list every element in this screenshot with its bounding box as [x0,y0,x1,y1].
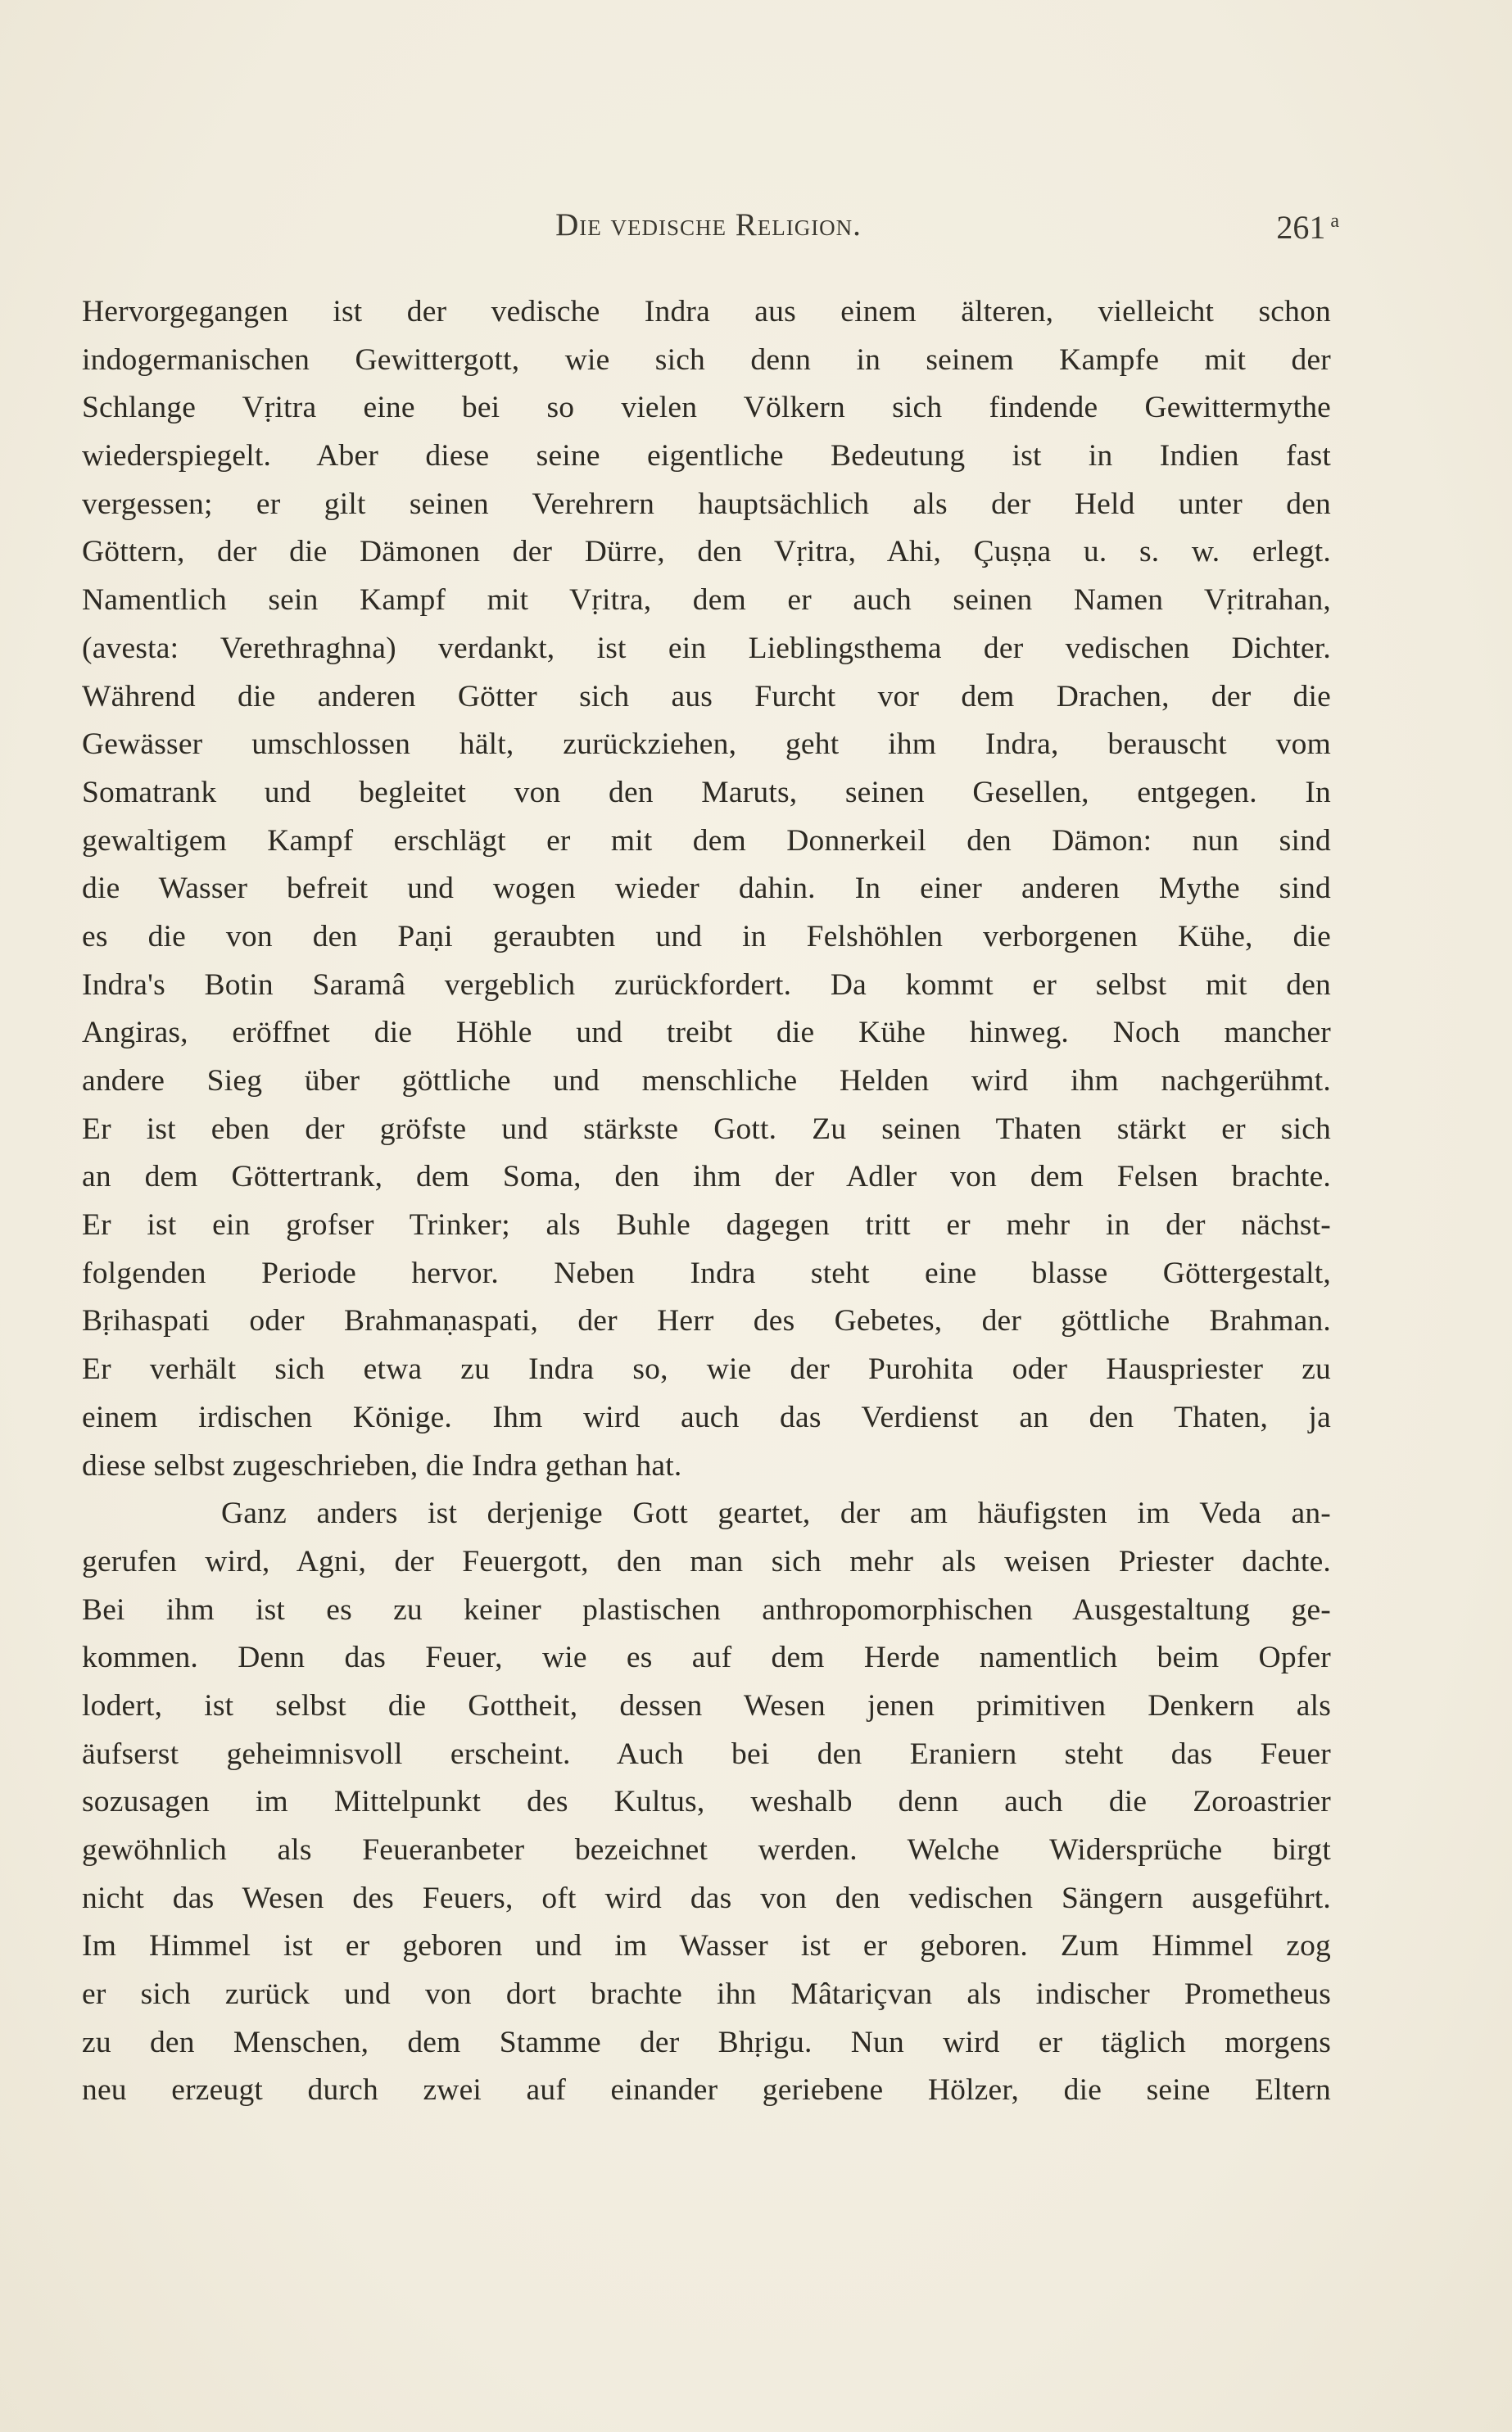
text-line: es die von den Paṇi geraubten und in Felshöhlen verborgenen Kühe, die [82,919,1331,953]
text-line: Er ist ein grofser Trinker; als Buhle dagegen tritt er mehr in der nächst- [82,1208,1331,1243]
text-line: gewaltigem Kampf erschlägt er mit dem Donnerkeil den Dämon: nun sind [82,823,1331,858]
text-line: indogermanischen Gewittergott, wie sich denn in seinem Kampfe mit der [82,342,1331,377]
text-line: folgenden Periode hervor. Neben Indra steht eine blasse Göttergestalt, [82,1256,1331,1290]
text-line: kommen. Denn das Feuer, wie es auf dem Herde namentlich beim Opfer [82,1641,1331,1675]
text-line: Während die anderen Götter sich aus Furcht vor dem Drachen, der die [82,679,1331,713]
text-line: wiederspiegelt. Aber diese seine eigentliche Bedeutung ist in Indien fast [82,439,1331,473]
text-line-paragraph-start: Ganz anders ist derjenige Gott geartet, der am häufigsten im Veda an- [221,1497,1331,1531]
text-line: Er ist eben der gröfste und stärkste Gott. Zu seinen Thaten stärkt er sich [82,1112,1331,1146]
page-number-value: 261 [1276,209,1326,246]
text-line: Angiras, eröffnet die Höhle und treibt die Kühe hinweg. Noch mancher [82,1016,1331,1050]
text-line: gerufen wird, Agni, der Feuergott, den man sich mehr als weisen Priester dachte. [82,1544,1331,1578]
page-number [1276,208,1339,247]
text-line: nicht das Wesen des Feuers, oft wird das von den vedischen Sängern ausgeführt. [82,1881,1331,1915]
text-line: einem irdischen Könige. Ihm wird auch das Verdienst an den Thaten, ja [82,1400,1331,1434]
text-line: Er verhält sich etwa zu Indra so, wie der Purohita oder Hauspriester zu [82,1352,1331,1387]
text-line: Im Himmel ist er geboren und im Wasser ist er geboren. Zum Himmel zog [82,1929,1331,1963]
text-line: Namentlich sein Kampf mit Vṛitra, dem er auch seinen Namen Vṛitrahan, [82,583,1331,618]
text-line: Bei ihm ist es zu keiner plastischen anthropomorphischen Ausgestaltung ge- [82,1592,1331,1627]
text-line: sozusagen im Mittelpunkt des Kultus, weshalb denn auch die Zoroastrier [82,1785,1331,1819]
running-head [82,206,1339,256]
text-line: Hervorgegangen ist der vedische Indra aus einem älteren, vielleicht schon [82,295,1331,328]
text-line: zu den Menschen, dem Stamme der Bhṛigu. Nun wird er täglich morgens [82,2025,1331,2059]
text-line: vergessen; er gilt seinen Verehrern hauptsächlich als der Held unter den [82,487,1331,521]
text-line: Somatrank und begleitet von den Maruts, seinen Gesellen, entgegen. In [82,775,1331,809]
text-line: diese selbst zugeschrieben, die Indra gethan hat. [82,1448,682,1483]
text-line: Göttern, der die Dämonen der Dürre, den Vṛitra, Ahi, Çuṣṇa u. s. w. erlegt. [82,535,1331,569]
text-line: neu erzeugt durch zwei auf einander geriebene Hölzer, die seine Eltern [82,2073,1331,2108]
text-line: die Wasser befreit und wogen wieder dahin. In einer anderen Mythe sind [82,872,1331,906]
text-line: Bṛihaspati oder Brahmaṇaspati, der Herr des Gebetes, der göttliche Brahman. [82,1304,1331,1338]
text-line: andere Sieg über göttliche und menschliche Helden wird ihm nachgerühmt. [82,1064,1331,1098]
text-line: er sich zurück und von dort brachte ihn Mâtariçvan als indischer Prometheus [82,1977,1331,2012]
text-line: Schlange Vṛitra eine bei so vielen Völkern sich findende Gewittermythe [82,391,1331,425]
text-line: gewöhnlich als Feueranbeter bezeichnet werden. Welche Widersprüche birgt [82,1833,1331,1867]
page-number-suffix: a [1330,210,1339,232]
text-line: lodert, ist selbst die Gottheit, dessen Wesen jenen primitiven Denkern als [82,1688,1331,1723]
text-line: (avesta: Verethraghna) verdankt, ist ein Lieblingsthema der vedischen Dichter. [82,631,1331,665]
text-line: äufserst geheimnisvoll erscheint. Auch bei den Eraniern steht das Feuer [82,1737,1331,1771]
body-text [82,288,1331,2115]
text-line: an dem Göttertrank, dem Soma, den ihm der Adler von dem Felsen brachte. [82,1160,1331,1194]
chapter-title: Die vedische Religion. [555,207,862,242]
text-line: Indra's Botin Saramâ vergeblich zurückfordert. Da kommt er selbst mit den [82,967,1331,1002]
text-line: Gewässer umschlossen hält, zurückziehen, geht ihm Indra, berauscht vom [82,727,1331,762]
